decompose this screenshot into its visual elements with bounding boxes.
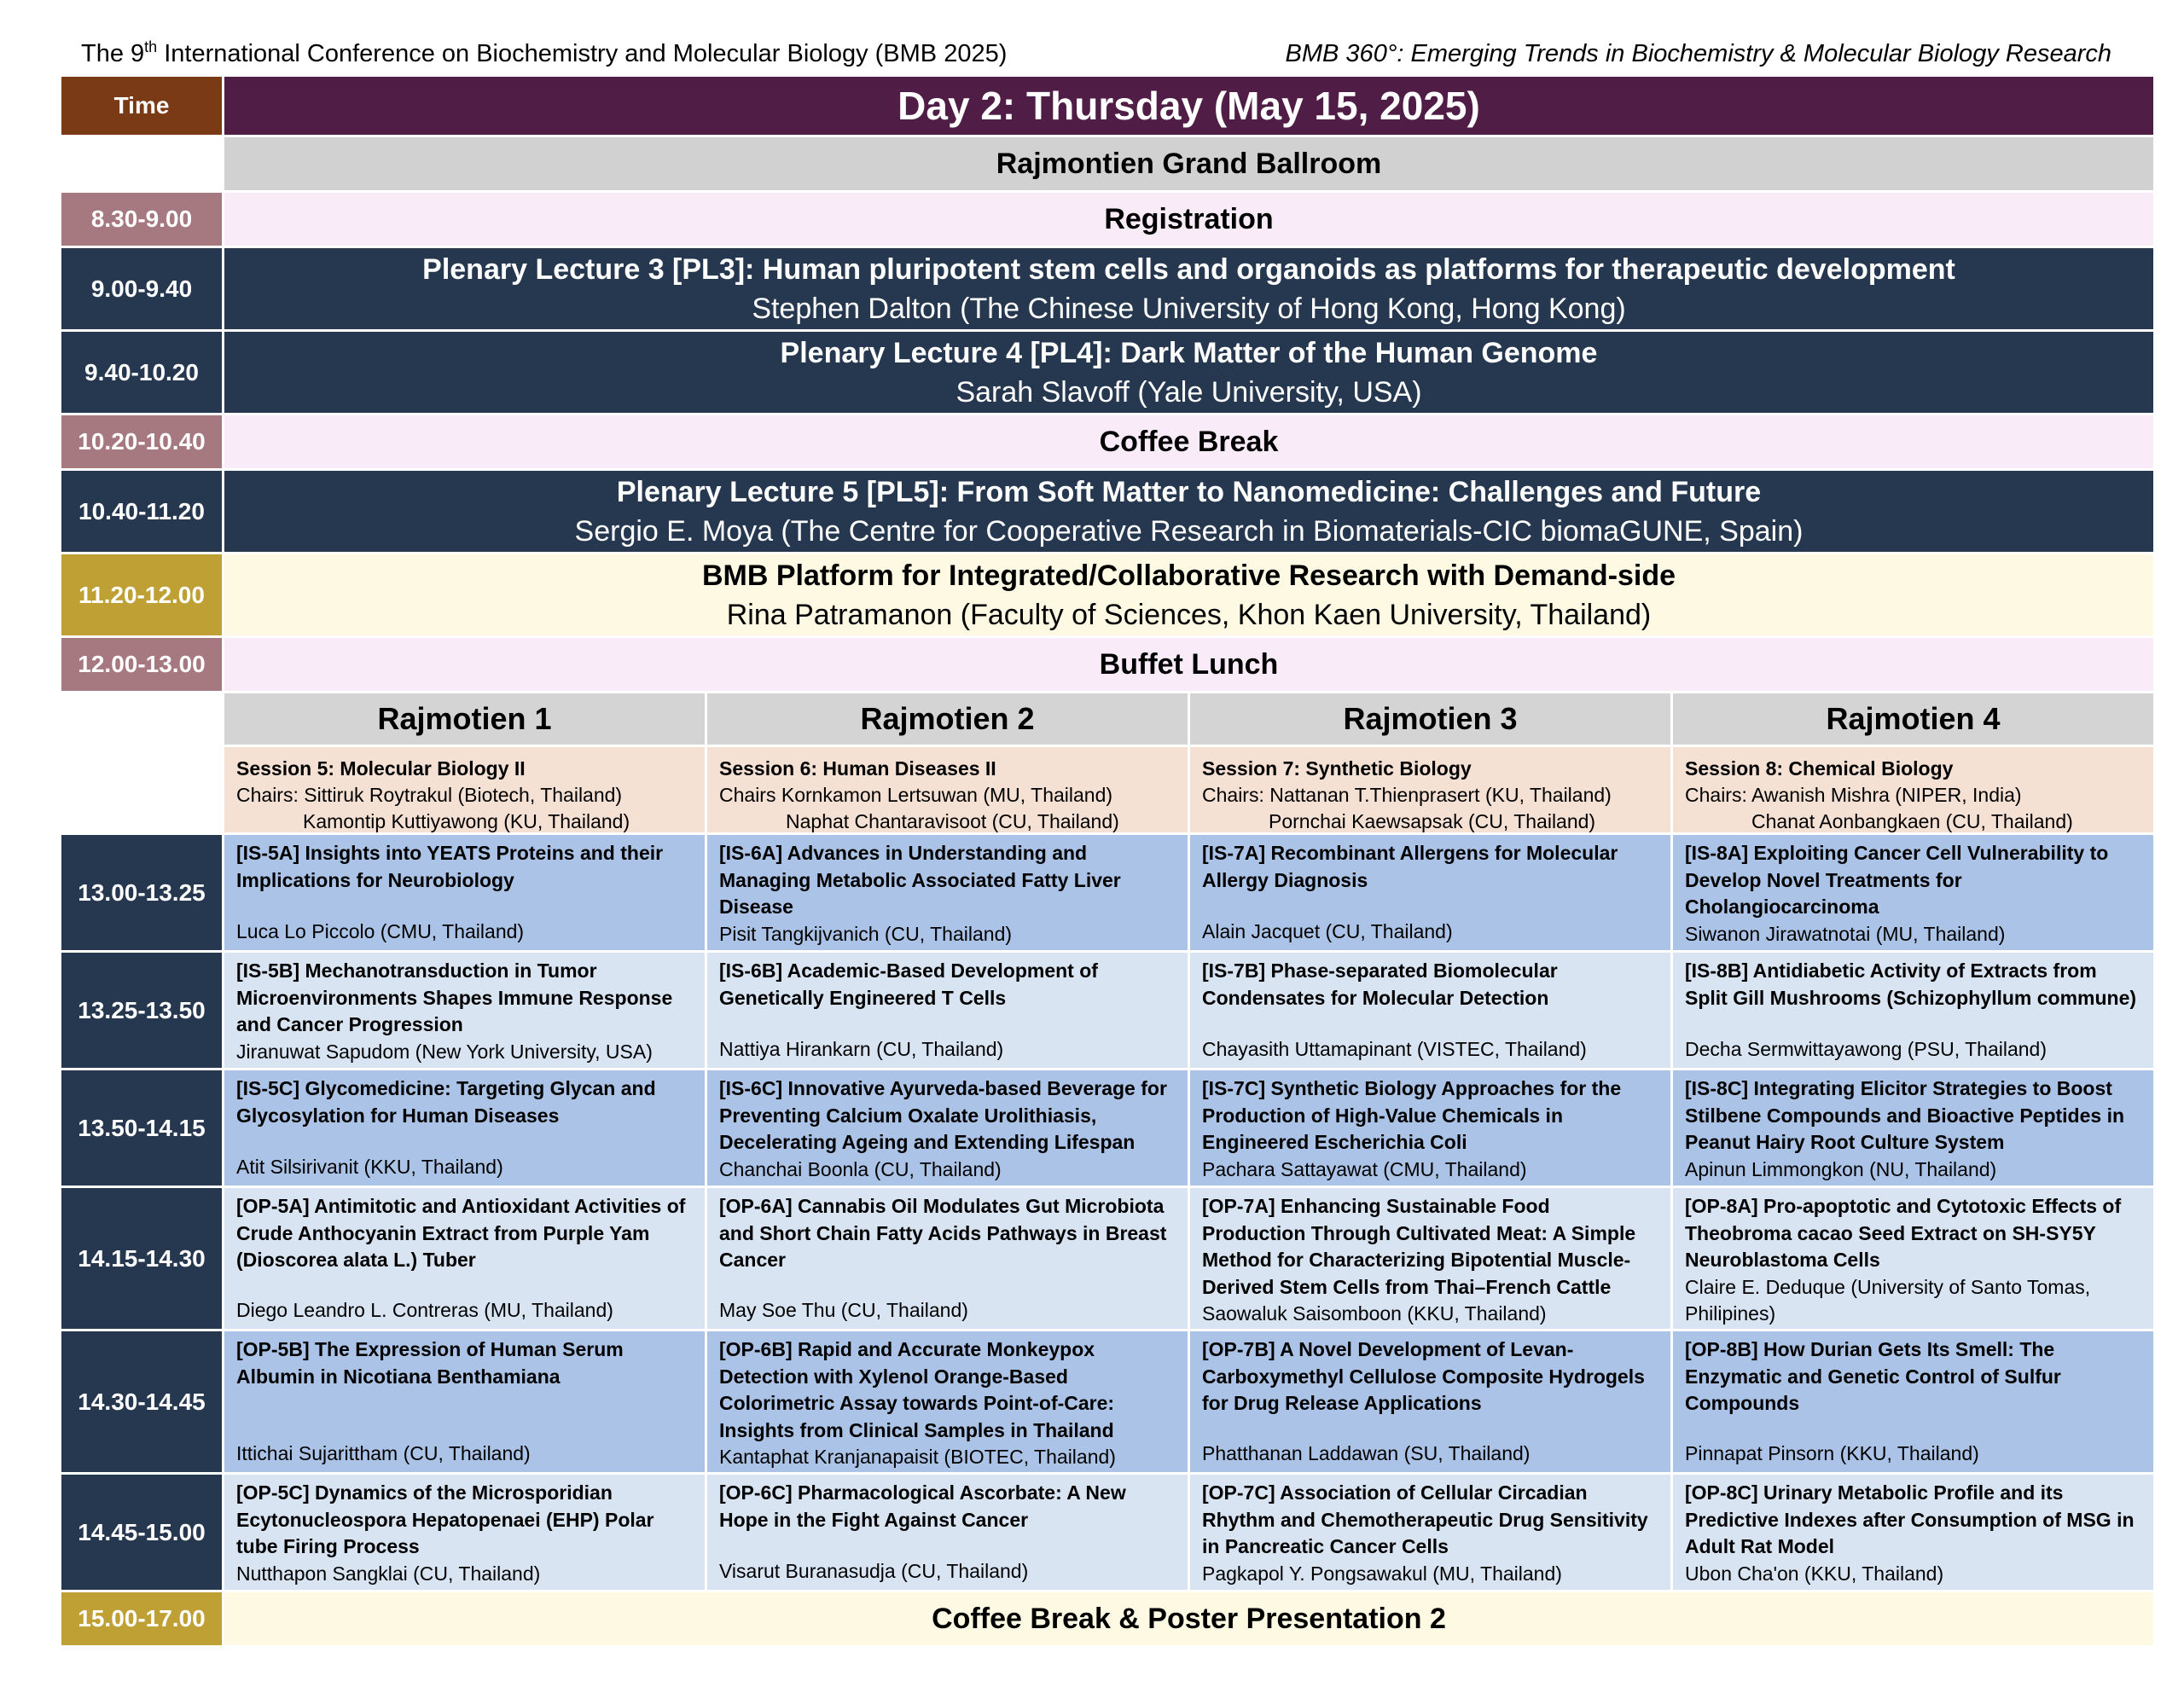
talk-cell (1190, 1475, 1670, 1590)
talk-cell (707, 1475, 1188, 1590)
talk-speaker: Chayasith Uttamapinant (VISTEC, Thailand) (1202, 1037, 1587, 1060)
talk-speaker: Decha Sermwittayawong (PSU, Thailand) (1685, 1037, 2047, 1060)
talk-title: [OP-5A] Antimitotic and Antioxidant Activities of Crude Anthocyanin Extract from Purple Yam (Dioscorea alata L.) Tuber (236, 1195, 686, 1271)
platform-title: BMB Platform for Integrated/Collaborative Research with Demand-side (701, 559, 1676, 592)
session-info (224, 747, 705, 832)
plenary-speaker: Sergio E. Moya (The Centre for Cooperative Research in Biomaterials-CIC biomaGUNE, Spain) (574, 514, 1804, 548)
talk-title: [IS-5A] Insights into YEATS Proteins and their Implications for Neurobiology (236, 842, 664, 891)
talk-speaker: Nutthapon Sangklai (CU, Thailand) (236, 1562, 541, 1585)
talk-speaker: Siwanon Jirawatnotai (MU, Thailand) (1685, 922, 2006, 945)
talk-speaker: Visarut Buranasudja (CU, Thailand) (719, 1559, 1029, 1582)
talk-speaker: Chanchai Boonla (CU, Thailand) (719, 1157, 1002, 1180)
plenary-title: Plenary Lecture 4 [PL4]: Dark Matter of the Human Genome (780, 336, 1598, 369)
talk-cell (707, 1188, 1188, 1329)
platform-speaker: Rina Patramanon (Faculty of Sciences, Khon Kaen University, Thailand) (726, 598, 1652, 631)
talk-title: [OP-8C] Urinary Metabolic Profile and its Predictive Indexes after Consumption of MSG in Adult Rat Model (1685, 1481, 2135, 1557)
talk-title: [OP-6A] Cannabis Oil Modulates Gut Microbiota and Short Chain Fatty Acids Pathways in Breast Cancer (719, 1195, 1167, 1271)
session-info (707, 747, 1188, 832)
session-info (1673, 747, 2153, 832)
talk-cell (1673, 1188, 2153, 1329)
talk-title: [IS-8C] Integrating Elicitor Strategies to Boost Stilbene Compounds and Bioactive Peptides in Peanut Hairy Root Culture System (1685, 1077, 2125, 1153)
session-chair: Kamontip Kuttiyawong (KU, Thailand) (303, 810, 630, 832)
plenary-title: Plenary Lecture 5 [PL5]: From Soft Matter to Nanomedicine: Challenges and Future (616, 475, 1762, 508)
talk-speaker: Diego Leandro L. Contreras (MU, Thailand) (236, 1298, 613, 1321)
talk-speaker: Saowaluk Saisomboon (KKU, Thailand) (1202, 1302, 1547, 1325)
room-header: Rajmotien 4 (1673, 693, 2153, 745)
time-slot: 13.50-14.15 (61, 1070, 222, 1186)
talk-speaker: Luca Lo Piccolo (CMU, Thailand) (236, 919, 525, 942)
time-slot: 13.00-13.25 (61, 835, 222, 950)
talk-speaker: Atit Silsirivanit (KKU, Thailand) (236, 1155, 503, 1178)
talk-cell (1190, 1070, 1670, 1186)
session-title: Session 5: Molecular Biology II (236, 757, 526, 780)
empty-cell (61, 693, 222, 745)
talk-cell (1673, 835, 2153, 950)
talk-title: [OP-5C] Dynamics of the Microsporidian Ecytonucleospora Hepatopenaei (EHP) Polar tube Firing Process (236, 1481, 654, 1557)
talk-title: [OP-7C] Association of Cellular Circadian Rhythm and Chemotherapeutic Drug Sensitivity in Pancreatic Cancer Cells (1202, 1481, 1648, 1557)
buffet-lunch: Buffet Lunch (224, 638, 2153, 691)
time-slot: 13.25-13.50 (61, 953, 222, 1068)
talk-speaker: Phatthanan Laddawan (SU, Thailand) (1202, 1441, 1531, 1464)
empty-cell (61, 137, 222, 190)
time-slot: 8.30-9.00 (61, 193, 222, 246)
session-chair: Chairs: Awanish Mishra (NIPER, India) (1685, 784, 2022, 806)
talk-speaker: Pinnapat Pinsorn (KKU, Thailand) (1685, 1441, 1979, 1464)
session-chair: Chairs: Nattanan T.Thienprasert (KU, Thailand) (1202, 784, 1612, 806)
talk-title: [IS-7B] Phase-separated Biomolecular Condensates for Molecular Detection (1202, 959, 1558, 1009)
talk-title: [IS-8A] Exploiting Cancer Cell Vulnerability to Develop Novel Treatments for Cholangiocarcinoma (1685, 842, 2109, 918)
session-title: Session 6: Human Diseases II (719, 757, 996, 780)
talk-cell (224, 1070, 705, 1186)
talk-title: [OP-7A] Enhancing Sustainable Food Production Through Cultivated Meat: A Simple Method for Characterizing Bipotential Muscle-Derived Stem Cells from Thai–French Cattle (1202, 1195, 1636, 1298)
plenary-title: Plenary Lecture 3 [PL3]: Human pluripotent stem cells and organoids as platforms for therapeutic development (422, 252, 1955, 286)
talk-cell (224, 835, 705, 950)
conference-name: The 9th International Conference on Biochemistry and Molecular Biology (BMB 2025) (81, 38, 1008, 67)
room-header: Rajmotien 3 (1190, 693, 1670, 745)
talk-cell (1673, 1331, 2153, 1472)
talk-title: [IS-7A] Recombinant Allergens for Molecular Allergy Diagnosis (1202, 842, 1618, 891)
time-slot: 14.30-14.45 (61, 1331, 222, 1472)
time-slot: 9.40-10.20 (61, 332, 222, 413)
talk-cell (224, 1331, 705, 1472)
time-slot: 14.15-14.30 (61, 1188, 222, 1329)
session-title: Session 7: Synthetic Biology (1202, 757, 1472, 780)
talk-title: [IS-5B] Mechanotransduction in Tumor Microenvironments Shapes Immune Response and Cancer Progression (236, 959, 673, 1035)
talk-title: [OP-6C] Pharmacological Ascorbate: A New Hope in the Fight Against Cancer (719, 1481, 1126, 1531)
time-header: Time (61, 77, 222, 135)
talk-cell (1190, 835, 1670, 950)
talk-cell (707, 953, 1188, 1068)
talk-title: [OP-5B] The Expression of Human Serum Albumin in Nicotiana Benthamiana (236, 1338, 624, 1388)
room-header: Rajmotien 2 (707, 693, 1188, 745)
time-slot: 15.00-17.00 (61, 1592, 222, 1645)
talk-speaker: Claire E. Deduque (University of Santo Tomas, Philipines) (1685, 1275, 2091, 1325)
session-chair: Chanat Aonbangkaen (CU, Thailand) (1751, 810, 2073, 832)
time-slot: 9.00-9.40 (61, 248, 222, 329)
talk-cell (707, 1331, 1188, 1472)
page-header (81, 34, 2111, 73)
session-title: Session 8: Chemical Biology (1685, 757, 1954, 780)
conference-theme: BMB 360°: Emerging Trends in Biochemistry & Molecular Biology Research (1285, 39, 2111, 67)
talk-speaker: Ittichai Sujarittham (CU, Thailand) (236, 1441, 531, 1464)
talk-title: [OP-7B] A Novel Development of Levan-Carboxymethyl Cellulose Composite Hydrogels for Drug Release Applications (1202, 1338, 1645, 1414)
plenary-speaker: Sarah Slavoff (Yale University, USA) (956, 375, 1422, 409)
plenary-lecture (224, 332, 2153, 413)
talk-speaker: Nattiya Hirankarn (CU, Thailand) (719, 1037, 1004, 1060)
session-info (1190, 747, 1670, 832)
talk-title: [IS-6A] Advances in Understanding and Managing Metabolic Associated Fatty Liver Disease (719, 842, 1121, 918)
talk-cell (1673, 1070, 2153, 1186)
plenary-lecture (224, 248, 2153, 329)
time-slot: 12.00-13.00 (61, 638, 222, 691)
plenary-speaker: Stephen Dalton (The Chinese University of Hong Kong, Hong Kong) (752, 292, 1626, 325)
coffee-break: Coffee Break (224, 415, 2153, 468)
talk-speaker: Alain Jacquet (CU, Thailand) (1202, 919, 1453, 942)
closing-title: Coffee Break & Poster Presentation 2 (932, 1603, 1446, 1635)
schedule-table (61, 77, 2153, 1645)
talk-cell (1673, 1475, 2153, 1590)
room-header: Rajmotien 1 (224, 693, 705, 745)
talk-speaker: Pachara Sattayawat (CMU, Thailand) (1202, 1157, 1527, 1180)
talk-title: [OP-6B] Rapid and Accurate Monkeypox Detection with Xylenol Orange-Based Colorimetric Assay towards Point-of-Care: Insights from Clinical Samples in Thailand (719, 1338, 1115, 1441)
talk-speaker: Kantaphat Kranjanapaisit (BIOTEC, Thailand) (719, 1446, 1116, 1468)
talk-title: [IS-7C] Synthetic Biology Approaches for the Production of High-Value Chemicals in Engineered Escherichia Coli (1202, 1077, 1622, 1153)
plenary-lecture (224, 471, 2153, 552)
talk-speaker: Jiranuwat Sapudom (New York University, USA) (236, 1040, 653, 1063)
time-slot: 14.45-15.00 (61, 1475, 222, 1590)
talk-speaker: Pagkapol Y. Pongsawakul (MU, Thailand) (1202, 1562, 1562, 1585)
talk-speaker: Ubon Cha'on (KKU, Thailand) (1685, 1562, 1944, 1585)
talk-speaker: May Soe Thu (CU, Thailand) (719, 1298, 968, 1321)
time-slot: 10.40-11.20 (61, 471, 222, 552)
session-chair: Chairs: Sittiruk Roytrakul (Biotech, Thailand) (236, 784, 623, 806)
talk-cell (224, 1188, 705, 1329)
time-slot: 10.20-10.40 (61, 415, 222, 468)
talk-title: [IS-8B] Antidiabetic Activity of Extracts from Split Gill Mushrooms (Schizophyllum commune) (1685, 959, 2137, 1009)
day-title: Day 2: Thursday (May 15, 2025) (224, 77, 2153, 135)
registration: Registration (224, 193, 2153, 246)
venue-title: Rajmontien Grand Ballroom (224, 137, 2153, 190)
talk-title: [IS-5C] Glycomedicine: Targeting Glycan and Glycosylation for Human Diseases (236, 1077, 656, 1127)
talk-cell (1190, 1188, 1670, 1329)
time-slot: 11.20-12.00 (61, 554, 222, 635)
empty-cell (61, 747, 222, 832)
talk-speaker: Pisit Tangkijvanich (CU, Thailand) (719, 922, 1013, 945)
talk-cell (1190, 1331, 1670, 1472)
talk-cell (1673, 953, 2153, 1068)
talk-title: [OP-8A] Pro-apoptotic and Cytotoxic Effects of Theobroma cacao Seed Extract on SH-SY5Y Neuroblastoma Cells (1685, 1195, 2122, 1271)
talk-cell (707, 1070, 1188, 1186)
session-chair: Naphat Chantaravisoot (CU, Thailand) (786, 810, 1119, 832)
session-chair: Pornchai Kaewsapsak (CU, Thailand) (1269, 810, 1596, 832)
poster-session (224, 1592, 2153, 1645)
talk-title: [IS-6C] Innovative Ayurveda-based Beverage for Preventing Calcium Oxalate Urolithiasis, Decelerating Ageing and Extending Lifespan (719, 1077, 1167, 1153)
talk-title: [IS-6B] Academic-Based Development of Genetically Engineered T Cells (719, 959, 1098, 1009)
talk-cell (1190, 953, 1670, 1068)
talk-cell (224, 1475, 705, 1590)
talk-speaker: Apinun Limmongkon (NU, Thailand) (1685, 1157, 1997, 1180)
talk-title: [OP-8B] How Durian Gets Its Smell: The Enzymatic and Genetic Control of Sulfur Compounds (1685, 1338, 2061, 1414)
platform-session (224, 554, 2153, 635)
talk-cell (224, 953, 705, 1068)
talk-cell (707, 835, 1188, 950)
session-chair: Chairs Kornkamon Lertsuwan (MU, Thailand) (719, 784, 1113, 806)
